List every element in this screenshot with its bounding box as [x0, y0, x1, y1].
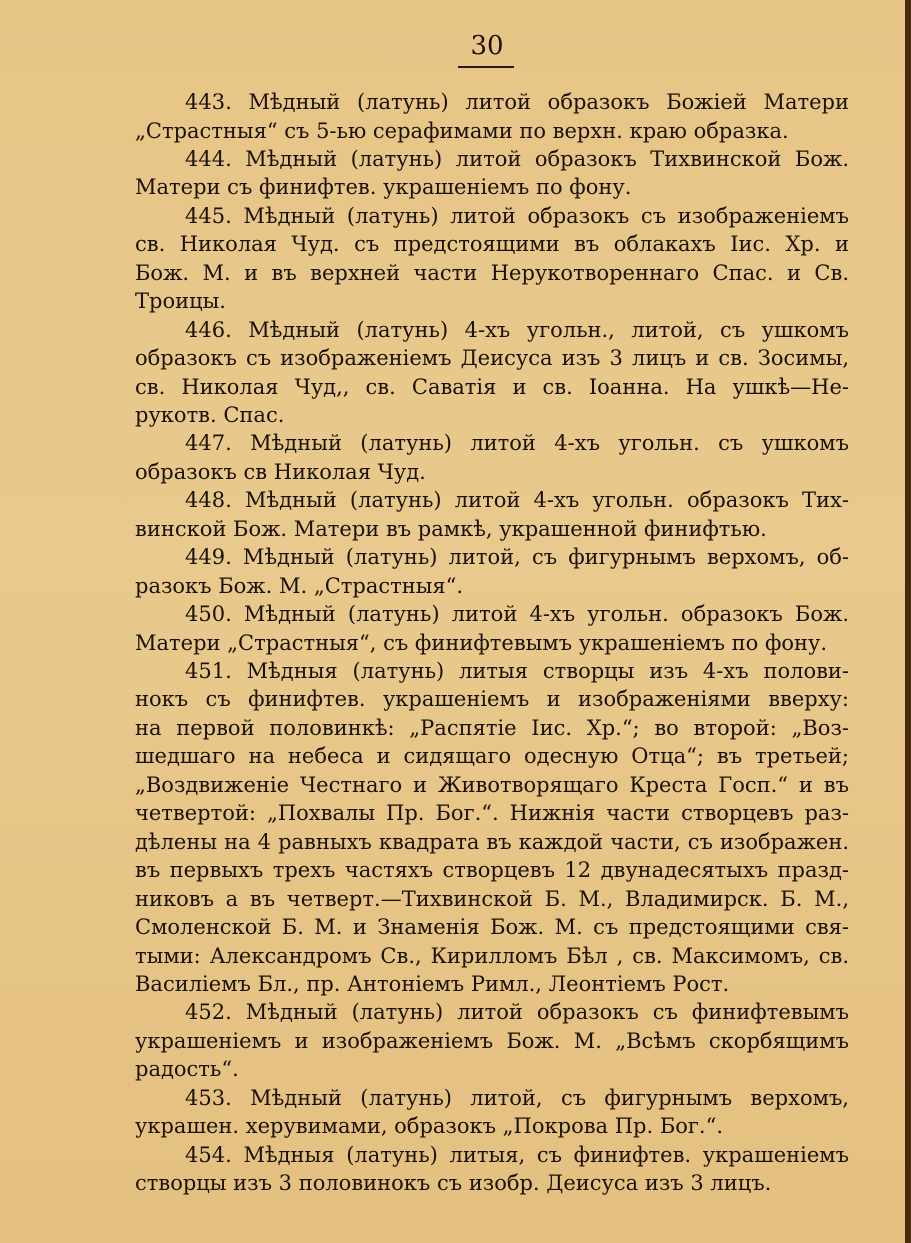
- text-line: украшеніемъ и изображеніемъ Бож. М. „Всѣмъ скорбящимъ: [135, 1028, 849, 1053]
- text-line: 453. Мѣдный (латунь) литой, съ фигурнымъ верхомъ,: [185, 1085, 849, 1110]
- text-line: Василіемъ Бл., пр. Антоніемъ Римл., Леонтіемъ Рост.: [135, 971, 730, 996]
- text-line: Бож. М. и въ верхней части Нерукотвореннаго Спас. и Св.: [135, 260, 849, 285]
- text-line: 454. Мѣдныя (латунь) литыя, съ финифтев. украшеніемъ: [185, 1142, 849, 1167]
- text-line: Троицы.: [135, 289, 226, 314]
- text-line: четвертой: „Похвалы Пр. Бог.“. Нижнія части створцевъ раз-: [135, 801, 849, 826]
- text-line: 452. Мѣдный (латунь) литой образокъ съ финифтевымъ: [185, 1000, 849, 1025]
- text-line: 444. Мѣдный (латунь) литой образокъ Тихвинской Бож.: [185, 146, 849, 171]
- text-line: 448. Мѣдный (латунь) литой 4-хъ угольн. образокъ Тих-: [185, 488, 849, 513]
- text-line: 447. Мѣдный (латунь) литой 4-хъ угольн. съ ушкомъ: [185, 431, 849, 456]
- text-line: Матери „Страстныя“, съ финифтевымъ украшеніемъ по фону.: [135, 630, 828, 655]
- text-line: „Воздвиженіе Честнаго и Животворящаго Креста Госп.“ и въ: [135, 772, 849, 797]
- text-line: на первой половинкѣ: „Распятіе Іис. Хр.“; во второй: „Воз-: [135, 715, 849, 740]
- text-line: св. Николая Чуд,, св. Саватія и св. Іоанна. На ушкѣ—Не-: [135, 374, 849, 399]
- text-line: „Страстныя“ съ 5-ью серафимами по верхн. краю образка.: [135, 118, 789, 143]
- page-edge: [905, 0, 911, 1243]
- text-line: винской Бож. Матери въ рамкѣ, украшенной финифтью.: [135, 516, 767, 541]
- text-line: украшен. херувимами, образокъ „Покрова Пр. Бог.“.: [135, 1114, 724, 1139]
- page-number: 30: [470, 31, 504, 61]
- text-line: рукотв. Спас.: [135, 402, 285, 427]
- text-line: 449. Мѣдный (латунь) литой, съ фигурнымъ верхомъ, об-: [185, 545, 849, 570]
- text-line: образокъ св Николая Чуд.: [135, 459, 426, 484]
- text-line: 451. Мѣдныя (латунь) литыя створцы изъ 4-хъ полови-: [185, 659, 849, 683]
- text-line: въ первыхъ трехъ частяхъ створцевъ 12 двунадесятыхъ празд-: [135, 858, 849, 883]
- text-line: образокъ съ изображеніемъ Деисуса изъ 3 лицъ и св. Зосимы,: [135, 346, 849, 371]
- text-line: никовъ а въ четверт.—Тихвинской Б. М., Владимирск. Б. М.,: [135, 886, 849, 911]
- text-line: радость“.: [135, 1057, 239, 1082]
- text-line: створцы изъ 3 половинокъ съ изобр. Деисуса изъ 3 лицъ.: [135, 1171, 772, 1196]
- text-line: нокъ съ финифтев. украшеніемъ и изображеніями вверху:: [135, 687, 849, 712]
- text-line: Смоленской Б. М. и Знаменія Бож. М. съ предстоящими свя-: [135, 915, 849, 939]
- text-line: шедшаго на небеса и сидящаго одесную Отца“; въ третьей;: [135, 744, 849, 769]
- text-line: 446. Мѣдный (латунь) 4-хъ угольн., литой, съ ушкомъ: [185, 317, 849, 342]
- text-line: тыми: Александромъ Св., Кирилломъ Бѣл , св. Максимомъ, св.: [135, 943, 849, 968]
- text-line: разокъ Бож. М. „Страстныя“.: [135, 573, 464, 598]
- text-line: 445. Мѣдный (латунь) литой образокъ съ изображеніемъ: [185, 203, 849, 228]
- text-line: 443. Мѣдный (латунь) литой образокъ Божіей Матери: [185, 90, 849, 114]
- text-line: св. Николая Чуд. съ предстоящими въ облакахъ Іис. Хр. и: [135, 232, 849, 257]
- text-line: дѣлены на 4 равныхъ квадрата въ каждой части, съ изображен.: [135, 829, 849, 854]
- text-line: 450. Мѣдный (латунь) литой 4-хъ угольн. образокъ Бож.: [185, 602, 849, 627]
- page-number-underline: [458, 66, 514, 68]
- text-line: Матери съ финифтев. украшеніемъ по фону.: [135, 175, 632, 200]
